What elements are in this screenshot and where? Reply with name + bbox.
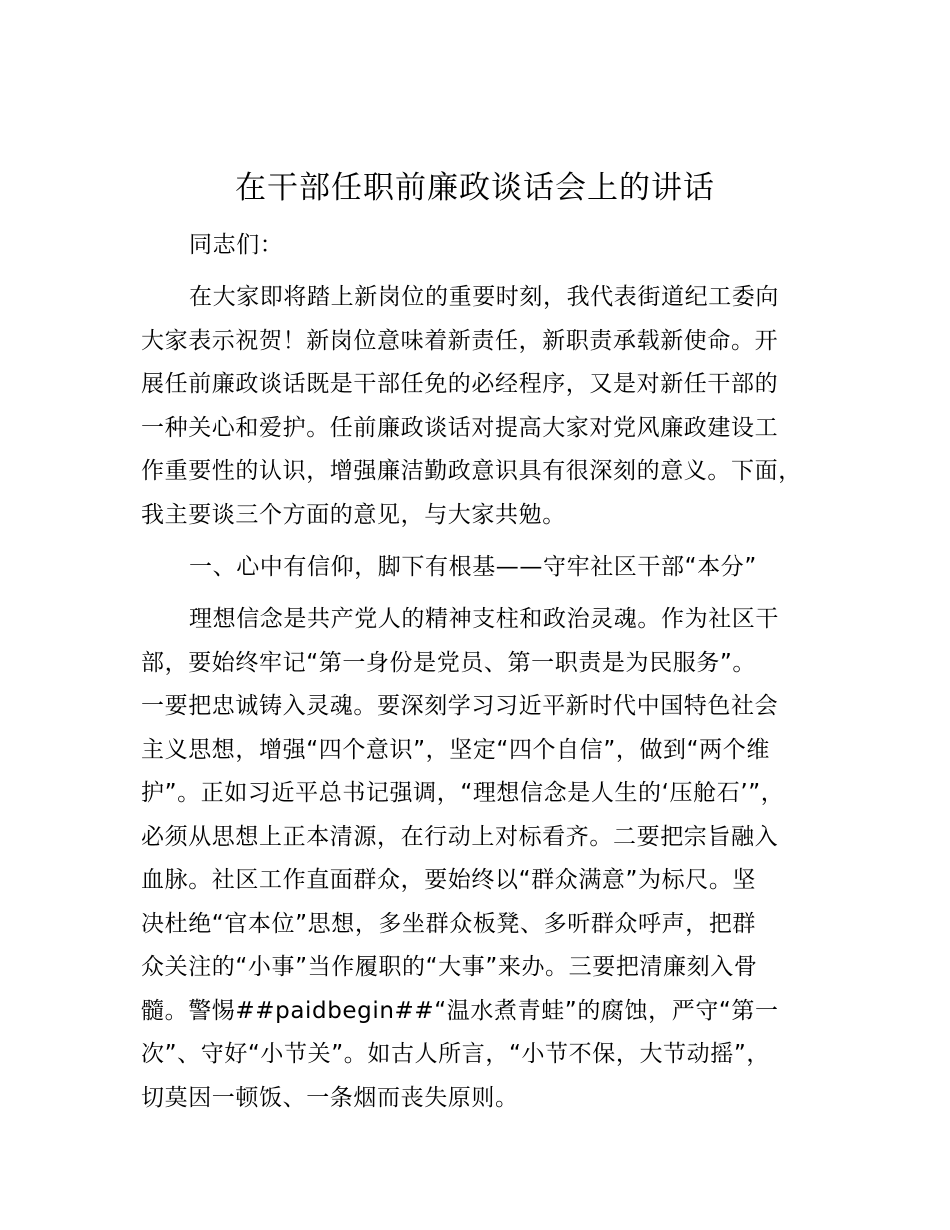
paragraph-line: 主义思想，增强“四个意识”，坚定“四个自信”，做到“两个维 [141,736,770,763]
paragraph-1 [141,276,831,537]
paragraph-line: 我主要谈三个方面的意见，与大家共勉。 [141,501,566,528]
paragraph-line: 必须从思想上正本清源，在行动上对标看齐。二要把宗旨融入 [141,823,779,850]
paragraph-line: 展任前廉政谈话既是干部任免的必经程序，又是对新任干部的 [141,371,779,397]
paragraph-line: 一种关心和爱护。任前廉政谈话对提高大家对党风廉政建设工 [141,414,779,441]
paragraph-line: 一要把忠诚铸入灵魂。要深刻学习习近平新时代中国特色社会 [141,693,779,719]
paragraph-line: 众关注的“小事”当作履职的“大事”来办。三要把清廉刻入骨 [141,954,758,980]
section-1-heading [141,546,831,590]
paragraph-line: 决杜绝“官本位”思想，多坐群众板凳、多听群众呼声，把群 [141,910,757,937]
section-heading-text: 一、心中有信仰，脚下有根基——守牢社区干部“本分” [189,554,757,580]
paragraph-line: 血脉。社区工作直面群众，要始终以“群众满意”为标尺。坚 [141,867,757,893]
paragraph-line: 大家表示祝贺！新岗位意味着新责任，新职责承载新使命。开 [141,327,779,354]
paragraph-line: 部，要始终牢记“第一身份是党员、第一职责是为民服务”。 [141,649,757,676]
paragraph-line: 切莫因一顿饭、一条烟而丧失原则。 [141,1084,519,1111]
greeting-text: 同志们： [189,232,284,258]
paragraph-line: 作重要性的认识，增强廉洁勤政意识具有很深刻的意义。下面， [141,458,802,484]
document-title: 在干部任职前廉政谈话会上的讲话 [235,170,715,206]
paragraph-line: 次”、守好“小节关”。如古人所言，“小节不保，大节动摇”， [141,1041,770,1067]
paragraph-line: 髓。警惕##paidbegin##“温水煮青蛙”的腐蚀，严守“第一 [141,997,779,1024]
greeting [141,224,831,268]
paragraph-line: 在大家即将踏上新岗位的重要时刻，我代表街道纪工委向 [189,284,779,310]
paragraph-2 [141,598,831,1120]
paragraph-line: 护”。正如习近平总书记强调，“理想信念是人生的‘压舱石’”， [141,780,785,806]
paragraph-line: 理想信念是共产党人的精神支柱和政治灵魂。作为社区干 [189,606,779,632]
